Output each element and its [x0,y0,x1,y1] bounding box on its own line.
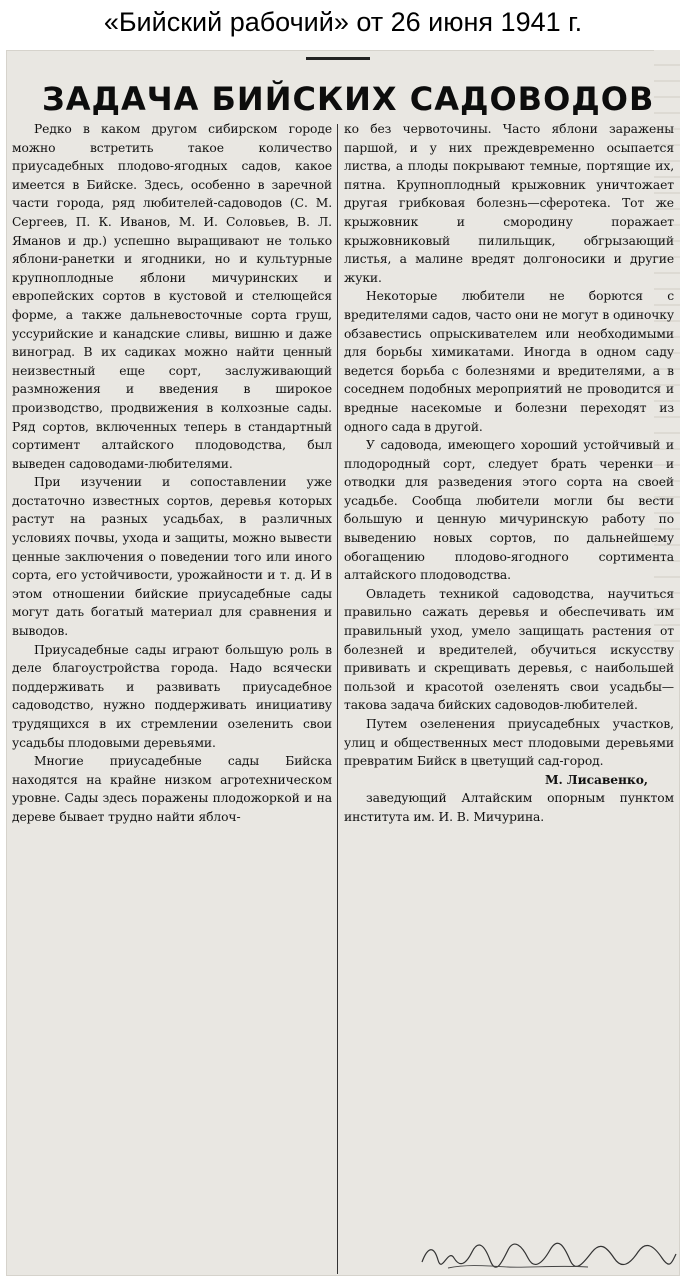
column-divider [337,124,338,1274]
header-rule [306,57,370,60]
handwritten-note [418,1240,680,1270]
author-signature: М. Лисавенко, [544,771,648,787]
article-column-right [344,120,674,827]
paragraph: Многие приусадебные сады Бийска находятся на крайне низком агротехническом уровне. Сады здесь поражены плодожоркой и на дереве бывает трудно найти яблоч- [12,754,332,824]
newspaper-clipping [6,50,680,1276]
paragraph: Путем озеленения приусадебных участков, улиц и общественных мест плодовыми деревьями превратим Бийск в цветущий сад-город. [344,717,674,769]
paragraph: При изучении и сопоставлении уже достаточно известных сортов, деревья которых растут на разных усадьбах, в различных условиях почвы, ухода и защиты, можно вывести ценные заключения о поведении того или иного сорта, его устойчивости, урожайности и т. д. И в этом отношении бийские приусадебные сады могут дать богатый материал для сравнения и выводов. [12,475,332,639]
paragraph: Овладеть техникой садоводства, научиться правильно сажать деревья и обеспечивать им правильный уход, умело защищать растения от болезней и вредителей, обучиться искусству прививать и скрещивать деревья, с наибольшей пользой и красотой озеленять свои усадьбы—такова задача бийских садоводов-любителей. [344,586,674,713]
paragraph: Некоторые любители не борются с вредителями садов, часто они не могут в одиночку обзавестись опрыскивателем или необходимыми для борьбы химикатами. Иногда в одном саду ведется борьба с болезнями и вредителями, а в соседнем подобных мероприятий не проводится и вредные насекомые и болезни переходят из одного сада в другой. [344,289,674,434]
author-position: заведующий Алтайским опорным пунктом института им. И. В. Мичурина. [344,791,674,824]
article-title: ЗАДАЧА БИЙСКИХ САДОВОДОВ [42,80,655,118]
paragraph: У садовода, имеющего хороший устойчивый и плодородный сорт, следует брать черенки и отводки для разведения этого сорта на своей усадьбе. Сообща любители могли бы вести большую и ценную мичуринскую работу по выведению новых сортов, по дальнейшему обогащению плодово-ягодного сортимента алтайского плодоводства. [344,438,674,583]
paragraph: Приусадебные сады играют большую роль в деле благоустройства города. Надо всячески поддерживать и развивать приусадебное садоводство, нужно поддерживать инициативу трудящихся в их стремлении озеленить свои усадьбы плодовыми деревьями. [12,642,332,750]
paragraph: ко без червоточины. Часто яблони заражены паршой, и у них преждевременно осыпается листва, а плоды покрывают темные, портящие их, пятна. Крупноплодный крыжовник уничтожает другая грибковая болезнь—сферотека. Тот же крыжовник и смородину поражает крыжовниковый пилильщик, обгрызающий листья, а малине вредят долгоносики и другие жуки. [344,122,674,285]
article-column-left [12,120,332,827]
paragraph: Редко в каком другом сибирском городе можно встретить такое количество приусадебных плодово-ягодных садов, какое имеется в Бийске. Здесь, особенно в заречной части города, ряд любителей-садоводов (С. М. Сергеев, П. К. Иванов, М. И. Соловьев, В. Л. Яманов и др.) успешно выращивают не только яблони-ранетки и ягодники, но и культурные крупноплодные яблони мичуринских и европейских сортов в кустовой и стелющейся форме, а также дальневосточные сорта груш, уссурийские и канадские сливы, вишню и даже виноград. В их садиках можно найти ценный неизвестный еще сорт, заслуживающий размножения и введения в широкое производство, продвижения в колхозные сады. Ряд сортов, включенных теперь в стандартный сортимент алтайского плодоводства, был выведен садоводами-любителями. [12,122,332,471]
page-caption: «Бийский рабочий» от 26 июня 1941 г. [103,7,583,37]
